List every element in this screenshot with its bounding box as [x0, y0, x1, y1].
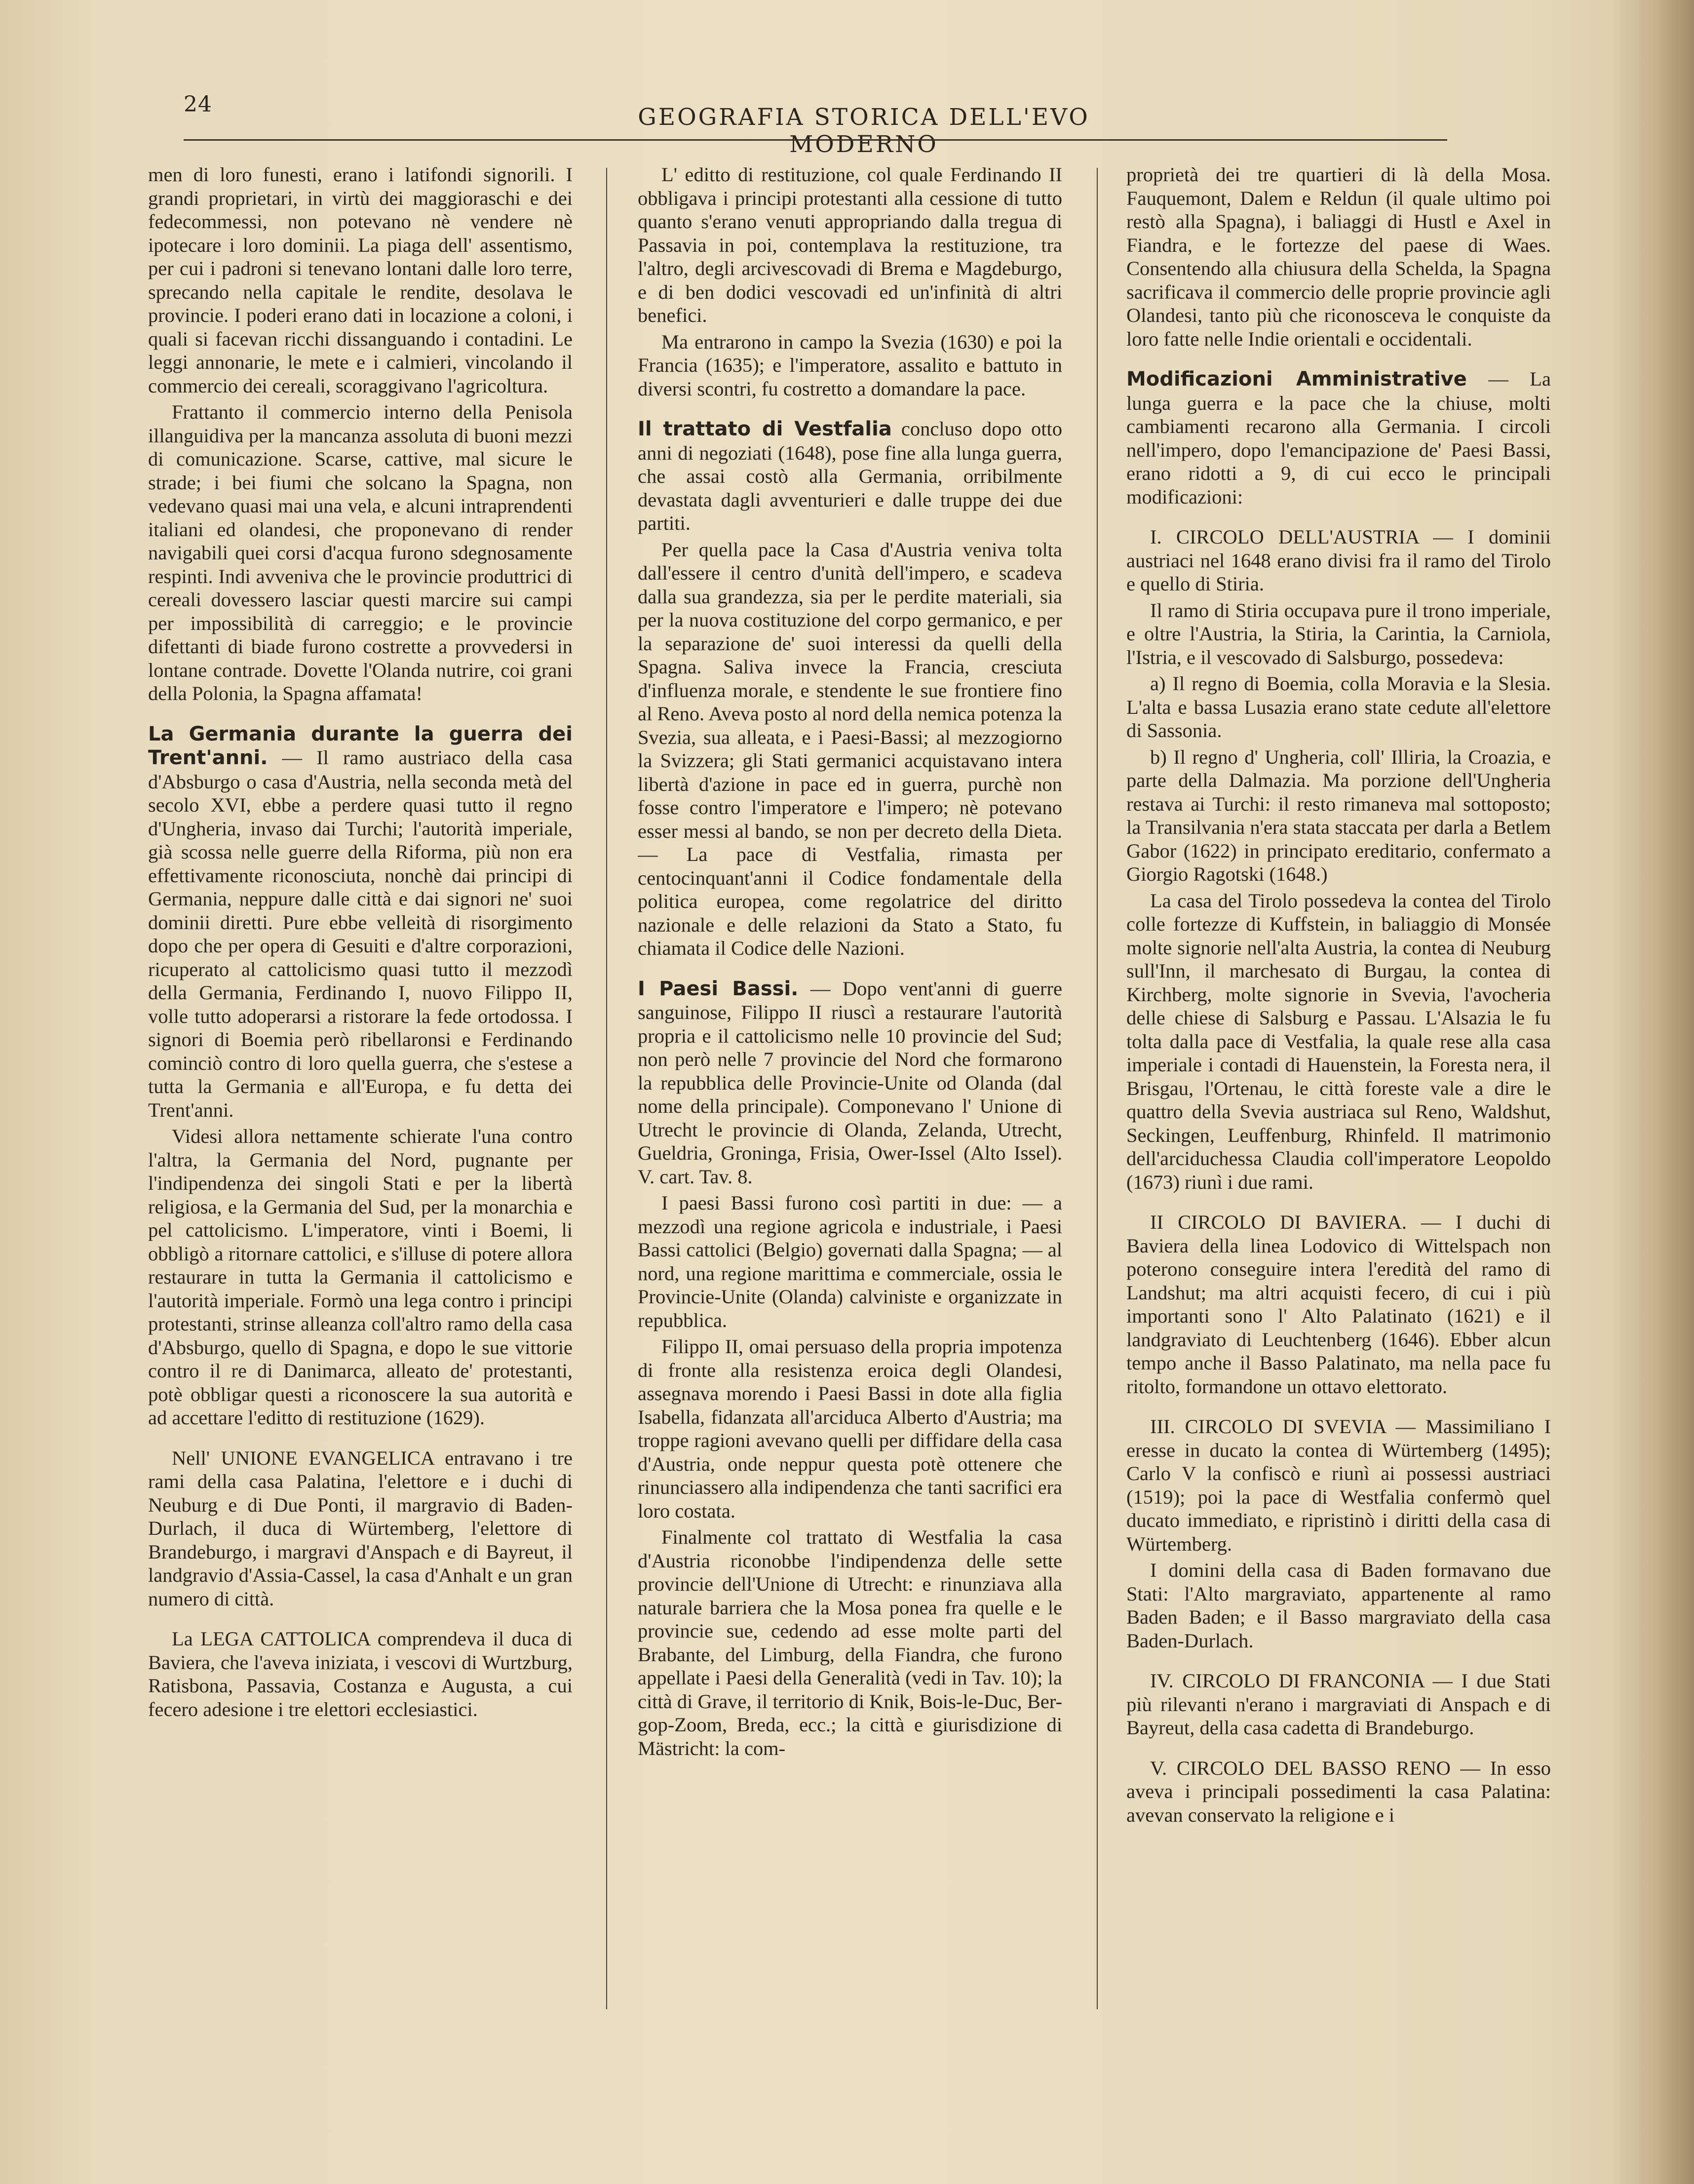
- section-paragraph: [638, 417, 1062, 535]
- section-paragraph: [148, 722, 573, 1122]
- paragraph: Nell' UNIONE EVANGELICA entravano i tre rami della casa Palatina, l'elettore e i duchi di Neuburg e di Due Ponti, il margravio di Baden-Durlach, il duca di Würtemberg, l'elettore di Brandeburgo, i margravi d'Anspach e di Bayreut, il landgravio d'Assia-Cassel, la casa d'Anhalt e un gran numero di città.: [148, 1446, 573, 1610]
- paragraph-text: concluso dopo otto anni di negoziati (1648), pose fine alla lunga guerra, che assai costò alla Germania, orribilmente devastata dagli avventurieri e dalle truppe dei due partiti.: [638, 418, 1062, 534]
- paragraph: V. CIRCOLO DEL BASSO RENO — In esso aveva i principali possedimenti la casa Palatina: avevan conservato la religione e i: [1126, 1756, 1551, 1826]
- paragraph: I domini della casa di Baden formavano due Stati: l'Alto margraviato, appartenente al ramo Baden Baden; e il Basso margraviato della casa Baden-Durlach.: [1126, 1559, 1551, 1652]
- section-paragraph: [638, 977, 1062, 1189]
- section-heading: I Paesi Bassi.: [638, 977, 799, 1000]
- paragraph: Filippo II, omai persuaso della propria impotenza di fronte alla resistenza eroica degli Olandesi, assegnava morendo i Paesi Bassi in dote alla figlia Isabella, fidanzata all'arciduca Alberto d'Austria; ma troppe ragioni avevano quelli per diffidare della casa d'Austria, onde neppur questa potè ottenere che rinunciassero alla indipendenza che tanti sacrifici era loro costata.: [638, 1335, 1062, 1522]
- paragraph: L' editto di restituzione, col quale Ferdinando II obbligava i principi protestanti alla cessione di tutto quanto s'erano venuti appropriando dalla tregua di Passavia in poi, contemplava la restituzione, tra l'altro, degli arcivescovadi di Brema e Magdeburgo, e di ben dodici vescovadi ed un'infinità di altri benefici.: [638, 163, 1062, 326]
- header-rule: [184, 139, 1447, 141]
- column-1: [148, 163, 573, 2009]
- paragraph: III. CIRCOLO DI SVEVIA — Massimiliano I eresse in ducato la contea di Würtemberg (1495); Carlo V la confiscò e riunì ai possessi austriaci (1519); poi la pace di Westfalia confermò quel ducato immediato, e ripristinò i diritti della casa di Würtemberg.: [1126, 1415, 1551, 1555]
- paragraph: IV. CIRCOLO DI FRANCONIA — I due Stati più rilevanti n'erano i margraviati di Anspach e di Bayreut, della casa cadetta di Brandeburgo.: [1126, 1670, 1551, 1739]
- running-title: GEOGRAFIA STORICA DELL'EVO MODERNO: [638, 104, 1090, 158]
- paragraph: Il ramo di Stiria occupava pure il trono imperiale, e oltre l'Austria, la Stiria, la Carintia, la Carniola, l'Istria, e il vescovado di Salsburgo, possedeva:: [1126, 599, 1551, 668]
- book-spine-shadow: [1610, 0, 1694, 2184]
- paragraph: men di loro funesti, erano i latifondi signorili. I grandi proprietari, in virtù dei maggioraschi e dei fedecommessi, non potevano nè vendere nè ipotecare i loro dominii. La piaga dell' assentismo, per cui i padroni si tenevano lontani dalle loro terre, sprecando nella capitale le rendite, desolava le provincie. I poderi erano dati in locazione a coloni, i quali si facevan ricchi dissanguando i contadini. Le leggi annonarie, le mete e i calmieri, vincolando il commercio dei cereali, scoraggivano l'agricoltura.: [148, 163, 573, 397]
- paragraph-text: — La lunga guerra e la pace che la chiuse, molti cambiamenti recarono alla Germania. I circoli nell'impero, dopo l'emancipazione de' Paesi Bassi, erano ridotti a 9, di cui ecco le principali modificazioni:: [1126, 368, 1551, 508]
- section-heading: La Germania durante la guerra dei Trent'anni.: [148, 722, 573, 769]
- column-2: [638, 163, 1062, 2009]
- section-paragraph: [1126, 367, 1551, 508]
- column-3: [1126, 163, 1551, 2009]
- paragraph: a) Il regno di Boemia, colla Moravia e la Slesia. L'alta e bassa Lusazia erano state cedute all'elettore di Sassonia.: [1126, 672, 1551, 741]
- section-heading: Modificazioni Amministrative: [1126, 368, 1467, 390]
- paragraph: I. CIRCOLO DELL'AUSTRIA — I dominii austriaci nel 1648 erano divisi fra il ramo del Tirolo e quello di Stiria.: [1126, 526, 1551, 595]
- paragraph: Videsi allora nettamente schierate l'una contro l'altra, la Germania del Nord, pugnante per l'indipendenza dei singoli Stati e per la libertà religiosa, e la Germania del Sud, per la monarchia e pel cattolicismo. L'imperatore, vinti i Boemi, li obbligò a ritornare cattolici, e s'illuse di potere allora restaurare in tutta la Germania il cattolicismo e l'autorità imperiale. Formò una lega contro i principi protestanti, strinse alleanza coll'altro ramo della casa d'Absburgo, quello di Spagna, e dopo le sue vittorie contro il re di Danimarca, alleato de' protestanti, potè obbligar questi a riconoscere la sua autorità e ad accettare l'editto di restituzione (1629).: [148, 1125, 573, 1429]
- paragraph: I paesi Bassi furono così partiti in due: — a mezzodì una regione agricola e industriale, i Paesi Bassi cattolici (Belgio) governati dalla Spagna; — al nord, una regione marittima e commerciale, ossia le Provincie-Unite (Olanda) calviniste e organizzate in repubblica.: [638, 1192, 1062, 1331]
- page-number: 24: [184, 92, 212, 117]
- paragraph: II CIRCOLO DI BAVIERA. — I duchi di Baviera della linea Lodovico di Wittelspach non poterono conseguire intera l'eredità del ramo di Landshut; ma altri acquisti fecero, di cui i più importanti sono l' Alto Palatinato (1621) e il landgraviato di Leuchtenberg (1646). Ebber alcun tempo anche il Basso Palatinato, ma nella pace fu ritolto, formandone un ottavo elettorato.: [1126, 1211, 1551, 1398]
- paragraph-text: — Il ramo austriaco della casa d'Absburgo o casa d'Austria, nella seconda metà del secolo XVI, ebbe a perdere quasi tutto il regno d'Ungheria, invaso dai Turchi; l'autorità imperiale, già scossa nelle guerre della Riforma, più non era effettivamente riconosciuta, nonchè dai principi di Germania, neppure dalle città e dai signori ne' suoi dominii diretti. Pure ebbe velleità di risorgimento dopo che per opera di Gesuiti e d'altre corporazioni, ricuperato al cattolicismo quasi tutto il mezzodì della Germania, Ferdinando I, nuovo Filippo II, volle tutto adoperarsi a ristorare la fede ortodossa. I signori di Boemia però ribellaronsi e Ferdinando cominciò contro di loro quella guerra, che s'estese a tutta la Germania e all'Europa, e fu detta dei Trent'anni.: [148, 746, 573, 1121]
- paragraph: Ma entrarono in campo la Svezia (1630) e poi la Francia (1635); e l'imperatore, assalito e battuto in diversi scontri, fu costretto a domandare la pace.: [638, 330, 1062, 400]
- paragraph: Frattanto il commercio interno della Penisola illanguidiva per la mancanza assoluta di buoni mezzi di comunicazione. Scarse, cattive, mal sicure le strade; i bei fiumi che solcano la Spagna, non vedevano quasi mai una vela, e alcuni intraprendenti italiani ed olandesi, che proponevano di render navigabili quei corsi d'acqua furono sdegnosamente respinti. Indi avveniva che le provincie produttrici di cereali dovessero lasciar questi marcire sui campi per impossibilità di carreggio; e le provincie difettanti di biade furono costrette a provvedersi in lontane contrade. Dovette l'Olanda nutrire, coi grani della Polonia, la Spagna affamata!: [148, 401, 573, 704]
- paragraph-text: — Dopo vent'anni di guerre sanguinose, Filippo II riuscì a restaurare l'autorità propria e il cattolicismo nelle 10 provincie del Sud; non però nelle 7 provincie del Nord che formarono la repubblica delle Provincie-Unite od Olanda (dal nome della principale). Componevano l' Unione di Utrecht le provincie di Olanda, Zelanda, Utrecht, Gueldria, Groninga, Frisia, Ower-Issel (Alto Issel). V. cart. Tav. 8.: [638, 977, 1062, 1188]
- paragraph: Finalmente col trattato di Westfalia la casa d'Austria riconobbe l'indipendenza delle sette provincie dell'Unione di Utrecht: e rinunziava alla naturale barriera che la Mosa ponea fra quelle e le provincie sue, cedendo ad esse molte parti del Brabante, del Limburg, della Fiandra, che furono appellate i Paesi della Generalità (vedi in Tav. 10); la città di Grave, il territorio di Knik, Bois-le-Duc, Ber-gop-Zoom, Breda, ecc.; la città e giurisdizione di Mästricht: la com-: [638, 1526, 1062, 1759]
- section-heading: Il trattato di Vestfalia: [638, 418, 892, 440]
- paragraph: Per quella pace la Casa d'Austria veniva tolta dall'essere il centro d'unità dell'impero, e scadeva dalla sua grandezza, sia per le perdite materiali, sia per la nuova costituzione del corpo germanico, e per la separazione de' suoi interessi da quelli della Spagna. Saliva invece la Francia, cresciuta d'influenza morale, e stendente le sue frontiere fino al Reno. Aveva posto al nord della nemica potenza la Svezia, sua alleata, e i Paesi-Bassi; al mezzogiorno la Svizzera; gli Stati germanici acquistavano intera libertà d'azione in pace ed in guerra, purchè non fosse contro l'imperatore e l'impero; nè potevano esser messi al bando, se non per decreto della Dieta. — La pace di Vestfalia, rimasta per centocinquant'anni il Codice fondamentale della politica europea, come regolatrice del diritto nazionale e delle relazioni da Stato a Stato, fu chiamata il Codice delle Nazioni.: [638, 538, 1062, 959]
- paragraph: La LEGA CATTOLICA comprendeva il duca di Baviera, che l'aveva iniziata, i vescovi di Wurtzburg, Ratisbona, Passavia, Costanza e Augusta, a cui fecero adesione i tre elettori ecclesiastici.: [148, 1628, 573, 1720]
- paragraph: La casa del Tirolo possedeva la contea del Tirolo colle fortezze di Kuffstein, in baliaggio di Monsée molte signorie nell'alta Austria, la contea di Neuburg sull'Inn, il marchesato di Burgau, la contea di Kirchberg, molte signorie in Svevia, l'avocheria delle chiese di Salsburg e Passau. L'Alsazia le fu tolta dalla pace di Vestfalia, la quale rese alla casa imperiale i contadi di Hauenstein, la Foresta nera, il Brisgau, l'Ortenau, le città foreste vale a dire le quattro della Svevia austriaca sul Reno, Waldshut, Seckingen, Leuffenburg, Rhinfeld. Il matrimonio dell'arciduchessa Claudia coll'imperatore Leopoldo (1673) riunì i due rami.: [1126, 889, 1551, 1193]
- paragraph: b) Il regno d' Ungheria, coll' Illiria, la Croazia, e parte della Dalmazia. Ma porzione dell'Ungheria restava ai Turchi: il resto rimaneva mal sottoposto; la Transilvania n'era stata staccata per darla a Betlem Gabor (1622) in principato ereditario, confermato a Giorgio Ragotski (1648.): [1126, 745, 1551, 885]
- column-divider-1: [606, 168, 607, 2009]
- column-divider-2: [1097, 168, 1098, 2009]
- paragraph: proprietà dei tre quartieri di là della Mosa. Fauquemont, Dalem e Reldun (il quale ultimo poi restò alla Spagna), i baliaggi di Hustl e Axel in Fiandra, e le fortezze del paese di Waes. Consentendo alla chiusura della Schelda, la Spagna sacrificava il commercio delle proprie provincie agli Olandesi, tanto più che riconosceva le conquiste da loro fatte nelle Indie orientali e occidentali.: [1126, 163, 1551, 350]
